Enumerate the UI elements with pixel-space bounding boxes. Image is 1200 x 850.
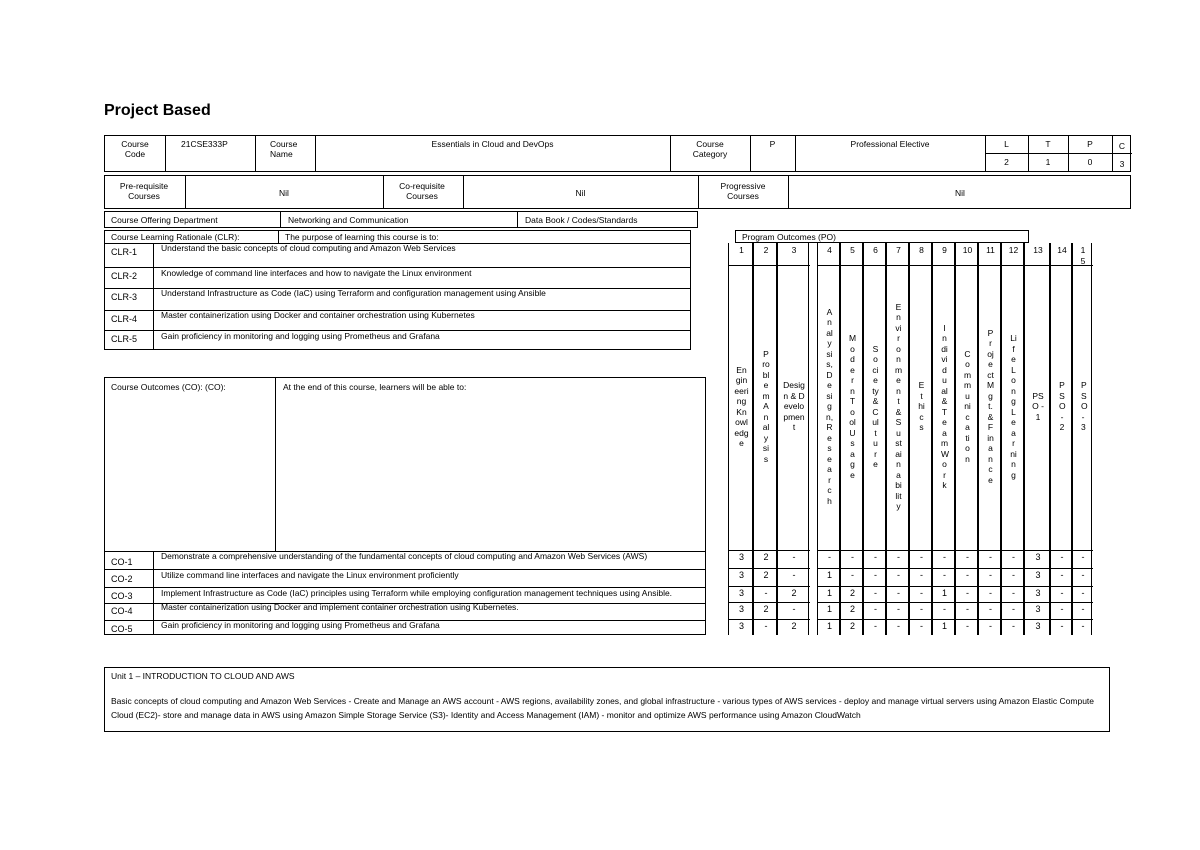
- po-column-13: [1024, 243, 1050, 635]
- po-number-13: 13: [1025, 245, 1051, 266]
- po-name-10: Communication: [964, 348, 972, 464]
- po-cell-co1-1: 3: [729, 550, 754, 566]
- co-1-text: Demonstrate a comprehensive understanding of the fundamental concepts of cloud computing and Amazon Web Services (AWS): [161, 551, 648, 561]
- po-column-9: [932, 243, 955, 635]
- po-cell-co1-14: -: [1051, 550, 1073, 566]
- offering-department-label: Course Offering Department: [111, 215, 218, 225]
- po-cell-co3-6: -: [864, 586, 887, 602]
- clr-1-label: CLR-1: [111, 247, 138, 257]
- po-header-text: Program Outcomes (PO): [742, 232, 836, 242]
- po-cell-co1-6: -: [864, 550, 887, 566]
- po-cell-co3-13: 3: [1025, 586, 1051, 602]
- po-cell-co1-8: -: [910, 550, 933, 566]
- po-cell-co3-7: -: [887, 586, 910, 602]
- po-cell-co2-13: 3: [1025, 568, 1051, 584]
- po-cell-co3-9: 1: [933, 586, 956, 602]
- clr-4-text: Master containerization using Docker and container orchestration using Kubernetes: [161, 310, 475, 320]
- po-cell-co1-10: -: [956, 550, 979, 566]
- po-number-9: 9: [933, 245, 956, 266]
- po-number-1: 1: [729, 245, 754, 266]
- corequisite-label: Co-requisite Courses: [399, 181, 445, 201]
- co-header-label: Course Outcomes (CO): (CO):: [111, 382, 226, 392]
- po-cell-co1-13: 3: [1025, 550, 1051, 566]
- po-cell-co2-2: 2: [754, 568, 778, 584]
- po-cell-co3-14: -: [1051, 586, 1073, 602]
- po-cell-co2-3: -: [778, 568, 810, 584]
- ltpc-value-t: 1: [1045, 157, 1051, 167]
- po-column-1: [728, 243, 753, 635]
- po-cell-co5-8: -: [910, 619, 933, 635]
- po-name-14: PSO - 2: [1059, 380, 1066, 433]
- co-5-label: CO-5: [111, 624, 133, 634]
- po-matrix: [728, 243, 1092, 635]
- po-cell-co5-2: -: [754, 619, 778, 635]
- department-table: [104, 211, 698, 228]
- ltpc-header-t: T: [1045, 139, 1051, 149]
- po-cell-co3-1: 3: [729, 586, 754, 602]
- po-cell-co2-4: 1: [818, 568, 841, 584]
- po-cell-co4-7: -: [887, 602, 910, 618]
- po-cell-co4-6: -: [864, 602, 887, 618]
- po-header: [735, 230, 1029, 243]
- po-column-14: [1050, 243, 1072, 635]
- co-2-text: Utilize command line interfaces and navigate the Linux environment proficiently: [161, 570, 459, 580]
- po-cell-co3-5: 2: [841, 586, 864, 602]
- po-name-2: Problem Analysis: [762, 348, 770, 464]
- po-cell-co1-15: -: [1073, 550, 1093, 566]
- po-cell-co4-2: 2: [754, 602, 778, 618]
- ltpc-value-l: 2: [1004, 157, 1009, 167]
- course-code-value: 21CSE333P: [181, 139, 228, 149]
- po-name-6: Society & Culture: [872, 343, 879, 469]
- co-4-text: Master containerization using Docker and implement container orchestration using Kubernetes.: [161, 602, 519, 612]
- po-number-15: 15: [1073, 245, 1093, 266]
- po-cell-co2-8: -: [910, 568, 933, 584]
- po-name-11: Project Mgt. & Finance: [987, 327, 995, 485]
- po-cell-co2-9: -: [933, 568, 956, 584]
- po-cell-co1-7: -: [887, 550, 910, 566]
- po-cell-co3-8: -: [910, 586, 933, 602]
- ltpc-header-l: L: [1004, 139, 1009, 149]
- po-cell-co3-3: 2: [778, 586, 810, 602]
- po-cell-co5-4: 1: [818, 619, 841, 635]
- clr-5-label: CLR-5: [111, 334, 138, 344]
- databook-label: Data Book / Codes/Standards: [525, 215, 638, 225]
- po-cell-co4-14: -: [1051, 602, 1073, 618]
- po-cell-co5-5: 2: [841, 619, 864, 635]
- po-number-4: 4: [818, 245, 841, 266]
- po-cell-co2-10: -: [956, 568, 979, 584]
- po-number-3: 3: [778, 245, 810, 266]
- po-cell-co4-3: -: [778, 602, 810, 618]
- course-category-label: Course Category: [692, 139, 728, 159]
- progressive-label: Progressive Courses: [720, 181, 766, 201]
- po-cell-co5-6: -: [864, 619, 887, 635]
- po-cell-co1-4: -: [818, 550, 841, 566]
- po-cell-co4-15: -: [1073, 602, 1093, 618]
- co-1-label: CO-1: [111, 557, 133, 567]
- po-column-5: [840, 243, 863, 635]
- po-cell-co4-12: -: [1002, 602, 1025, 618]
- po-cell-co1-9: -: [933, 550, 956, 566]
- po-cell-co4-1: 3: [729, 602, 754, 618]
- po-column-4: [817, 243, 840, 635]
- co-header-text: At the end of this course, learners will be able to:: [283, 382, 467, 392]
- po-cell-co3-15: -: [1073, 586, 1093, 602]
- po-name-5: Modern Tool Usage: [849, 333, 857, 480]
- course-header-table: [104, 135, 1131, 172]
- po-number-10: 10: [956, 245, 979, 266]
- po-column-8: [909, 243, 932, 635]
- po-name-4: Analysis, Design, Research: [826, 306, 834, 506]
- co-5-text: Gain proficiency in monitoring and logging using Prometheus and Grafana: [161, 620, 440, 630]
- po-name-1: Engineering Knowledge: [734, 364, 749, 448]
- unit-1-box: [104, 667, 1110, 732]
- course-outcomes-table: [104, 377, 706, 635]
- po-cell-co5-10: -: [956, 619, 979, 635]
- clr-1-text: Understand the basic concepts of cloud computing and Amazon Web Services: [161, 243, 456, 253]
- clr-2-label: CLR-2: [111, 271, 138, 281]
- po-cell-co5-14: -: [1051, 619, 1073, 635]
- po-column-6: [863, 243, 886, 635]
- ltpc-value-p: 0: [1087, 157, 1093, 167]
- corequisite-value: Nil: [575, 188, 586, 198]
- co-3-text: Implement Infrastructure as Code (IaC) principles using Terraform while employing configuration management techniques using Ansible.: [161, 588, 673, 598]
- po-cell-co5-3: 2: [778, 619, 810, 635]
- clr-header-label: Course Learning Rationale (CLR):: [111, 232, 240, 242]
- po-cell-co3-12: -: [1002, 586, 1025, 602]
- po-number-14: 14: [1051, 245, 1073, 266]
- po-cell-co1-11: -: [979, 550, 1002, 566]
- po-cell-co4-10: -: [956, 602, 979, 618]
- po-column-2: [753, 243, 777, 635]
- po-name-13: PSO - 1: [1032, 390, 1044, 422]
- co-3-label: CO-3: [111, 591, 133, 601]
- ltpc-value-c: 3: [1119, 159, 1125, 169]
- po-cell-co2-14: -: [1051, 568, 1073, 584]
- po-cell-co4-8: -: [910, 602, 933, 618]
- course-code-label: Course Code: [121, 139, 149, 159]
- po-cell-co4-4: 1: [818, 602, 841, 618]
- po-cell-co1-2: 2: [754, 550, 778, 566]
- po-cell-co2-12: -: [1002, 568, 1025, 584]
- ltpc-header-c: C: [1118, 141, 1126, 151]
- po-cell-co3-11: -: [979, 586, 1002, 602]
- course-name-value: Essentials in Cloud and DevOps: [431, 139, 554, 149]
- po-cell-co4-13: 3: [1025, 602, 1051, 618]
- clr-5-text: Gain proficiency in monitoring and logging using Prometheus and Grafana: [161, 331, 440, 341]
- prerequisite-table: [104, 175, 1131, 209]
- po-cell-co3-2: -: [754, 586, 778, 602]
- po-cell-co5-7: -: [887, 619, 910, 635]
- po-column-15: [1072, 243, 1092, 635]
- po-column-12: [1001, 243, 1024, 635]
- clr-table: [104, 230, 691, 350]
- po-name-9: Individual & Team Work: [941, 322, 950, 490]
- po-cell-co5-13: 3: [1025, 619, 1051, 635]
- clr-2-text: Knowledge of command line interfaces and how to navigate the Linux environment: [161, 268, 472, 278]
- clr-3-label: CLR-3: [111, 292, 138, 302]
- po-number-11: 11: [979, 245, 1002, 266]
- po-name-3: Design & Development: [783, 380, 805, 433]
- course-name-label: Course Name: [270, 139, 298, 159]
- po-cell-co5-1: 3: [729, 619, 754, 635]
- unit-1-title: Unit 1 – INTRODUCTION TO CLOUD AND AWS: [111, 671, 295, 681]
- po-number-12: 12: [1002, 245, 1025, 266]
- co-4-label: CO-4: [111, 606, 133, 616]
- po-cell-co2-15: -: [1073, 568, 1093, 584]
- po-cell-co4-5: 2: [841, 602, 864, 618]
- po-cell-co3-10: -: [956, 586, 979, 602]
- po-cell-co2-7: -: [887, 568, 910, 584]
- po-number-6: 6: [864, 245, 887, 266]
- po-number-7: 7: [887, 245, 910, 266]
- po-cell-co5-12: -: [1002, 619, 1025, 635]
- prerequisite-label: Pre-requisite Courses: [119, 181, 169, 201]
- ltpc-header-p: P: [1087, 139, 1093, 149]
- po-cell-co1-3: -: [778, 550, 810, 566]
- po-column-11: [978, 243, 1001, 635]
- page-title: Project Based: [104, 102, 211, 119]
- po-column-7: [886, 243, 909, 635]
- unit-1-text: Basic concepts of cloud computing and Amazon Web Services - Create and Manage an AWS account - AWS regions, availability zones, and global infrastructure - various types of AWS services - deploy and manage virtual servers using Amazon Elastic Compute Cloud (EC2)- store and manage data in AWS using Amazon Simple Storage Service (S3)- Identity and Access Management (IAM) - monitor and optimize AWS performance using Amazon CloudWatch: [111, 696, 1095, 720]
- po-cell-co3-4: 1: [818, 586, 841, 602]
- po-name-15: PSO - 3: [1081, 380, 1088, 433]
- po-name-7: Environment & Sustainability: [895, 301, 903, 511]
- po-cell-co5-9: 1: [933, 619, 956, 635]
- po-cell-co2-6: -: [864, 568, 887, 584]
- po-cell-co4-11: -: [979, 602, 1002, 618]
- po-cell-co5-15: -: [1073, 619, 1093, 635]
- po-cell-co2-5: -: [841, 568, 864, 584]
- elective-value: Professional Elective: [850, 139, 930, 149]
- co-2-label: CO-2: [111, 574, 133, 584]
- po-name-12: Life Long Learning: [1010, 333, 1017, 480]
- clr-4-label: CLR-4: [111, 314, 138, 324]
- po-cell-co4-9: -: [933, 602, 956, 618]
- po-column-3: [777, 243, 809, 635]
- po-cell-co2-11: -: [979, 568, 1002, 584]
- po-cell-co2-1: 3: [729, 568, 754, 584]
- po-cell-co5-11: -: [979, 619, 1002, 635]
- offering-department-value: Networking and Communication: [288, 215, 409, 225]
- po-number-8: 8: [910, 245, 933, 266]
- prerequisite-value: Nil: [279, 188, 289, 198]
- clr-header-text: The purpose of learning this course is to:: [285, 232, 439, 242]
- po-column-10: [955, 243, 978, 635]
- po-name-8: Ethics: [918, 380, 925, 433]
- clr-3-text: Understand Infrastructure as Code (IaC) using Terraform and configuration management using Ansible: [161, 288, 546, 298]
- po-number-2: 2: [754, 245, 778, 266]
- progressive-value: Nil: [955, 188, 965, 198]
- po-number-5: 5: [841, 245, 864, 266]
- po-cell-co1-5: -: [841, 550, 864, 566]
- po-cell-co1-12: -: [1002, 550, 1025, 566]
- course-category-value: P: [769, 139, 776, 149]
